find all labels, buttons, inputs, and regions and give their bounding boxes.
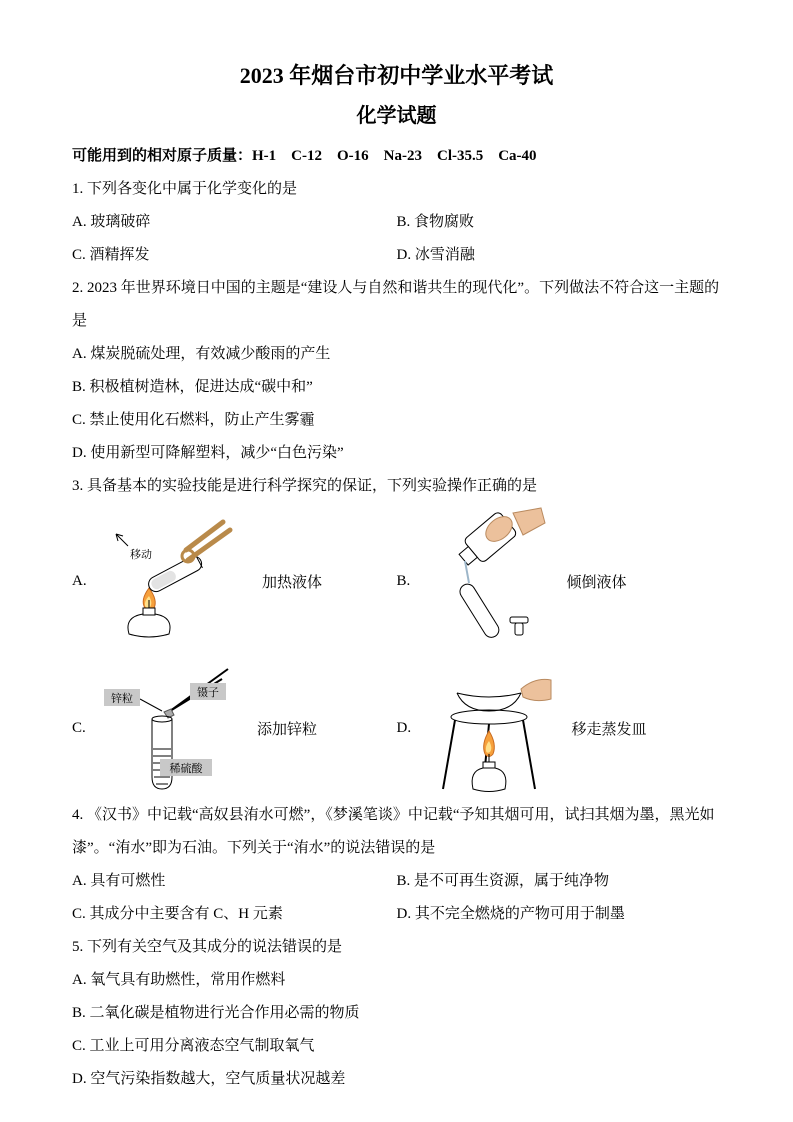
figure-caption-3d: 移走蒸发皿 — [571, 721, 647, 738]
option-2b: B. 积极植树造林，促进达成“碳中和” — [72, 379, 313, 395]
figure-caption-3b: 倾倒液体 — [566, 574, 627, 591]
option-2d: D. 使用新型可降解塑料，减少“白色污染” — [72, 445, 344, 461]
tripod-ring — [451, 710, 527, 724]
question-4-options-row-1 — [72, 865, 721, 898]
pouring-liquid-figure — [427, 507, 547, 655]
question-1-stem: 1. 下列各变化中属于化学变化的是 — [72, 181, 298, 197]
option-5d: D. 空气污染指数越大，空气质量状况越差 — [72, 1071, 346, 1087]
stopper-icon — [510, 617, 528, 635]
test-tube-icon — [146, 554, 204, 594]
figure-cell-3a — [72, 516, 397, 646]
heating-liquid-figure — [102, 516, 242, 646]
evaporating-dish-icon — [457, 693, 521, 711]
option-4b: B. 是不可再生资源，属于纯净物 — [396, 873, 610, 889]
lamp-neck — [143, 608, 155, 615]
question-1-options-row-1 — [72, 206, 721, 239]
lamp-neck — [483, 762, 495, 768]
adding-zinc-figure — [102, 659, 237, 797]
question-1-options-row-2 — [72, 239, 721, 272]
figure-caption-3a: 加热液体 — [262, 574, 323, 591]
option-5c: C. 工业上可用分离液态空气制取氧气 — [72, 1038, 315, 1054]
page-subtitle: 化学试题 — [356, 105, 437, 127]
option-1a: A. 玻璃破碎 — [72, 214, 151, 230]
alcohol-lamp-icon — [472, 768, 506, 792]
option-4a: A. 具有可燃性 — [72, 873, 166, 889]
test-tube-icon — [152, 719, 172, 789]
option-1b: B. 食物腐败 — [396, 214, 475, 230]
tweezers-label: 镊子 — [197, 687, 219, 699]
figure-cell-3d — [397, 659, 722, 797]
zinc-leader-line — [140, 699, 162, 711]
option-5a: A. 氧气具有助燃性，常用作燃料 — [72, 972, 286, 988]
test-tube-icon — [457, 581, 502, 640]
option-1d: D. 冰雪消融 — [396, 247, 475, 263]
figure-caption-3c: 添加锌粒 — [257, 721, 318, 738]
hand-icon — [521, 679, 551, 700]
atomic-mass-line: 可能用到的相对原子质量：H-1 C-12 O-16 Na-23 Cl-35.5 Ca-40 — [72, 148, 537, 164]
figure-letter-3a: A. — [72, 572, 87, 589]
option-5b: B. 二氧化碳是植物进行光合作用必需的物质 — [72, 1005, 360, 1021]
figure-letter-3c: C. — [72, 719, 86, 736]
option-2a: A. 煤炭脱硫处理，有效减少酸雨的产生 — [72, 346, 331, 362]
move-arrow-icon — [116, 534, 128, 546]
figure-letter-3d: D. — [396, 719, 412, 736]
hand-icon — [513, 508, 545, 535]
option-4d: D. 其不完全燃烧的产物可用于制墨 — [396, 906, 625, 922]
question-3-figures-row-1 — [72, 507, 721, 655]
option-1c: C. 酒精挥发 — [72, 247, 150, 263]
move-annotation: 移动 — [130, 549, 152, 561]
question-4-stem: 4. 《汉书》中记载“高奴县洧水可燃”，《梦溪笔谈》中记载“予知其烟可用，试扫其烟为墨，黑光如漆”。“洧水”即为石油。下列关于“洧水”的说法错误的是 — [72, 807, 715, 856]
question-3-stem: 3. 具备基本的实验技能是进行科学探究的保证，下列实验操作正确的是 — [72, 478, 538, 494]
option-2c: C. 禁止使用化石燃料，防止产生雾霾 — [72, 412, 315, 428]
question-5-stem: 5. 下列有关空气及其成分的说法错误的是 — [72, 939, 343, 955]
acid-label: 稀硫酸 — [169, 763, 203, 775]
figure-letter-3b: B. — [396, 572, 411, 589]
question-2-stem: 2. 2023 年世界环境日中国的主题是“建设人与自然和谐共生的现代化”。下列做法不符合这一主题的是 — [72, 280, 720, 329]
alcohol-lamp-icon — [128, 614, 170, 637]
question-4-options-row-2 — [72, 898, 721, 931]
option-4c: C. 其成分中主要含有 C、H 元素 — [72, 906, 283, 922]
zinc-label: 锌粒 — [111, 693, 133, 705]
evaporating-dish-figure — [427, 659, 552, 797]
figure-cell-3b — [397, 507, 722, 655]
page-title: 2023 年烟台市初中学业水平考试 — [239, 63, 554, 88]
question-3-figures-row-2 — [72, 659, 721, 797]
figure-cell-3c — [72, 659, 397, 797]
